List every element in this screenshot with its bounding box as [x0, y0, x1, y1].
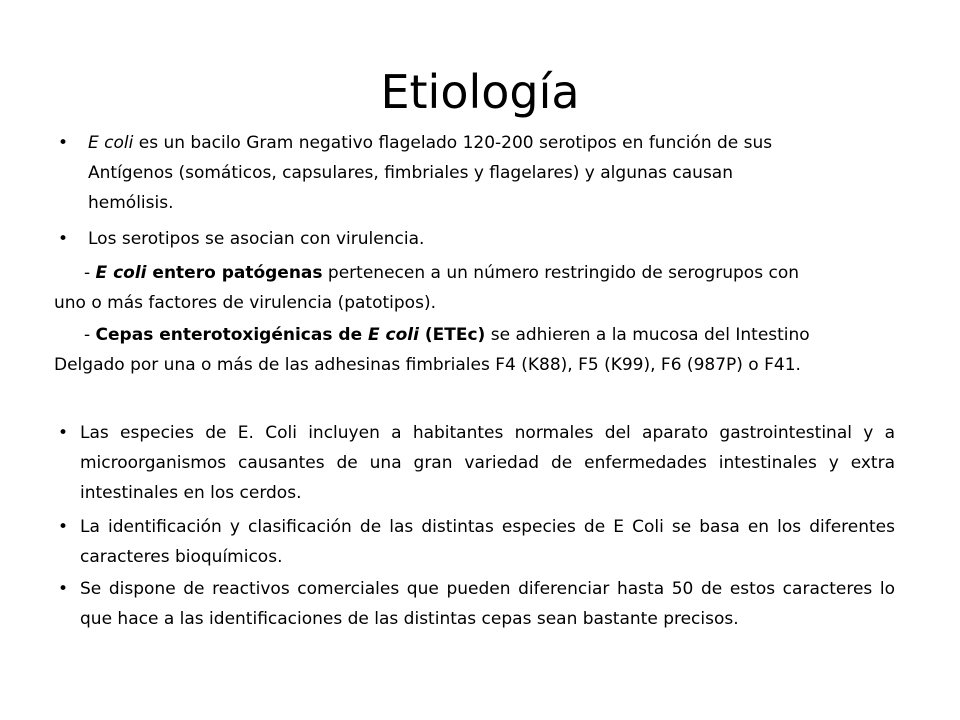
sub-2-line-1: - Cepas enterotoxigénicas de E coli (ETEc) se adhieren a la mucosa del Intestino — [84, 325, 810, 345]
bullet-1-line-3: hemólisis. — [88, 193, 174, 213]
bullet-4-marker: • — [58, 517, 69, 537]
sub-paragraph-2 — [54, 320, 810, 380]
slide-title: Etiología — [380, 65, 580, 119]
bullet-5-text: Se dispone de reactivos comerciales que pueden diferenciar hasta 50 de estos caracteres lo que hace a las identificaciones de las distintas cepas sean bastante precisos. — [80, 579, 895, 629]
sub-1-line-2: uno o más factores de virulencia (patotipos). — [54, 293, 436, 313]
bullet-1-italic: E coli — [88, 133, 134, 153]
bullet-1-text — [88, 128, 772, 218]
bullet-5-marker: • — [58, 579, 69, 599]
bullet-1-marker: • — [58, 133, 69, 153]
bullet-1-line-1: E coli es un bacilo Gram negativo flagelado 120-200 serotipos en función de sus — [88, 133, 773, 153]
bullet-4-text: La identificación y clasificación de las distintas especies de E Coli se basa en los diferentes caracteres bioquímicos. — [80, 517, 895, 567]
sub-2-line-2: Delgado por una o más de las adhesinas fimbriales F4 (K88), F5 (K99), F6 (987P) o F41. — [54, 355, 801, 375]
bullet-2-text: Los serotipos se asocian con virulencia. — [88, 229, 425, 249]
bullet-2-marker: • — [58, 229, 69, 249]
bullet-1-line-2: Antígenos (somáticos, capsulares, fimbriales y flagelares) y algunas causan — [88, 163, 734, 183]
sub-1-line-1: - E coli entero patógenas pertenecen a un número restringido de serogrupos con — [84, 263, 799, 283]
bullet-3-marker: • — [58, 423, 69, 443]
sub-paragraph-1 — [54, 258, 799, 318]
bullet-3-text: Las especies de E. Coli incluyen a habitantes normales del aparato gastrointestinal y a microorganismos causantes de una gran variedad de enfermedades intestinales y extra intestinales en los cerdos. — [80, 423, 895, 503]
